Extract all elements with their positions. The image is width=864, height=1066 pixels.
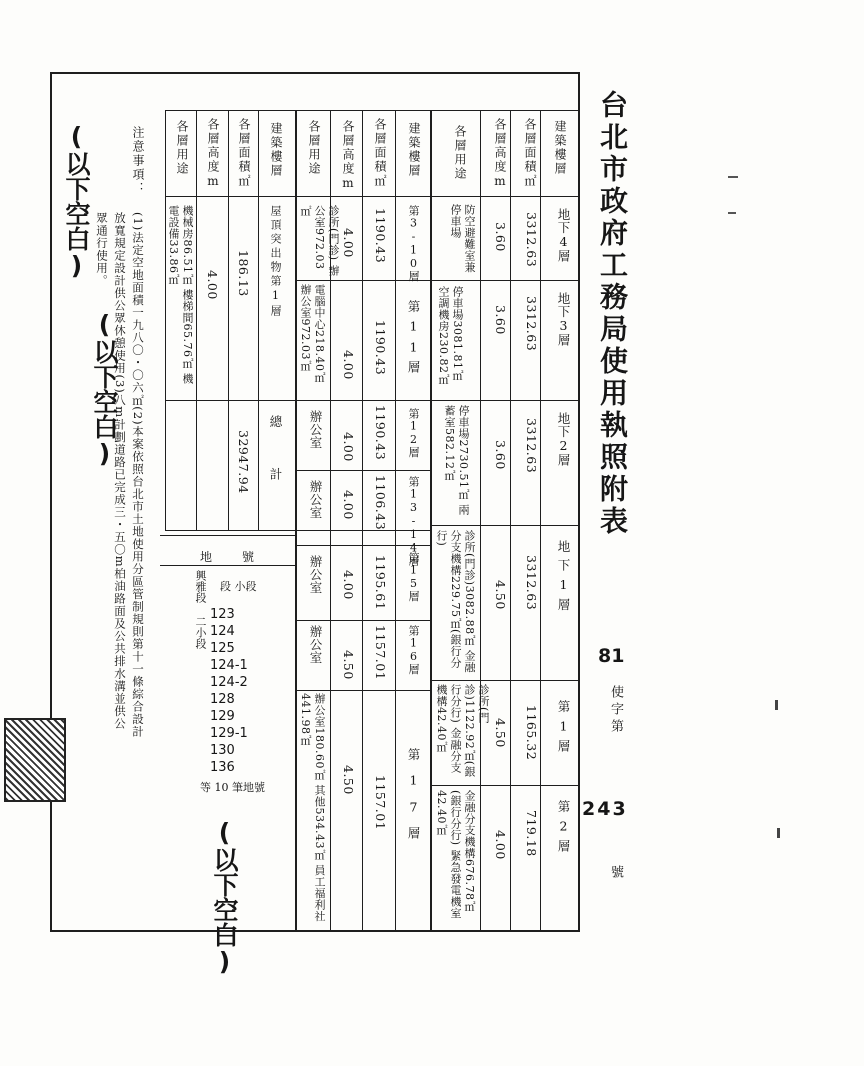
s1-height-5: 4.50 [493,718,508,748]
s2-use-2: 電腦中心218.40㎡ 辦公室972.03㎡ [299,284,326,383]
s2-use-6: 辦公室 [308,625,323,664]
label-area2: 各層面積㎡ [373,118,387,188]
divider [296,690,430,691]
label-use3: 各層用途 [175,120,189,176]
s1-use-5: 診所(門診)1122.92㎡(銀行分行) 金融分支機構42.40㎡ [435,684,490,778]
s1-floor-6: 第2層 [556,800,571,858]
land-number: 128 [210,692,235,707]
handwritten-blank-1: (以下空白) [62,122,91,280]
s1-floor-4: 地下1層 [556,540,571,617]
seal-stamp [4,718,66,802]
s2-height-4: 4.00 [341,490,356,520]
page-title: 台北市政府工務局使用執照附表 [596,90,629,538]
notes-text-3: 眾通行使用。 [95,212,109,287]
land-number: 123 [210,607,235,622]
s2-height-2: 4.00 [341,350,356,380]
s2-floor-2: 第11層 [406,300,421,379]
land-number: 124-1 [210,658,248,673]
s2-floor-6: 第16層 [407,625,420,675]
s2-use-7: 辦公室180.60㎡ 其他534.43㎡ 員工福利社441.98㎡ [299,693,326,922]
label-height3: 各層高度m [206,118,220,190]
s2-floor-7: 第17層 [406,748,421,851]
margin-dash [728,176,738,178]
s2-area-2: 1190.43 [373,320,388,376]
land-subheader: 段 小段 [220,580,257,593]
s2-height-7: 4.50 [341,765,356,795]
divider [160,565,296,566]
divider [160,535,296,536]
land-number: 130 [210,743,235,758]
handwritten-blank-3: (以下空白) [210,818,239,976]
label-item3: 建築樓層 [269,122,283,178]
divider [165,196,578,197]
s2-area-5: 1195.61 [373,555,388,611]
s1-use-1: 防空避難室兼停車場 [449,204,476,273]
label-area: 各層面積㎡ [523,118,537,188]
divider [165,530,430,531]
doc-number-suffix: 號 [608,865,623,878]
s1-use-6: 金融分支機構676.78㎡(銀行分行) 緊急發電機室42.40㎡ [435,790,476,919]
s1-use-2: 停車場3081.81㎡ 空調機房230.82㎡ [437,286,464,385]
doc-number-mid: 使字第 [608,685,623,736]
divider [430,110,578,111]
s2-floor-4: 第13-14層 [407,476,420,567]
land-number: 136 [210,760,235,775]
s1-area-1: 3312.63 [524,212,539,268]
notes-label: 注意事項： [131,126,145,196]
land-number-list [210,606,248,776]
s2-use-1: 診所(門診) 辦公室972.03㎡ [299,205,340,277]
land-number: 125 [210,641,235,656]
divider [228,110,229,530]
s1-height-3: 3.60 [493,440,508,470]
land-number: 124-2 [210,675,248,690]
s1-area-2: 3312.63 [524,296,539,352]
s1-height-6: 4.00 [493,830,508,860]
notes-text-2: 放寬規定設計供公眾休憩使用(3)八m計劃道路已完成三・五〇m柏油路面及公共排水溝並供公 [113,212,127,731]
label-height: 各層高度m [493,118,507,190]
margin-dash [775,700,778,710]
handwritten-blank-2: (以下空白) [90,310,119,468]
divider [540,110,541,930]
divider [430,680,578,681]
divider [362,110,363,930]
frame-right [578,72,580,932]
divider [510,110,511,930]
s1-floor-3: 地下2層 [556,412,571,467]
s1-area-6: 719.18 [524,810,539,857]
s3-floor-1: 屋頂突出物第1層 [269,205,282,319]
divider [165,110,430,111]
label-use2: 各層用途 [307,120,321,176]
s2-use-3: 辦公室 [308,410,323,449]
s2-floor-5: 第15層 [407,552,420,602]
s2-floor-3: 第12層 [407,408,420,458]
notes-text-1: (1)法定空地面積一九八〇・〇六㎡(2)本案依照台北市土地使用分區管制規則第十一條綜合設計 [131,212,145,739]
s1-floor-5: 第1層 [556,700,571,758]
s1-area-3: 3312.63 [524,418,539,474]
divider [430,400,578,401]
label-use: 各層用途 [453,125,467,181]
s2-area-4: 1106.43 [373,475,388,531]
doc-number-2: 243 [582,798,628,820]
frame-top [50,72,580,74]
s1-area-4: 3312.63 [524,555,539,611]
divider [165,400,430,401]
divider [295,110,297,930]
margin-dash [728,212,736,214]
s1-use-4: 診所(門診)3082.88㎡ 金融分支機構229.75㎡(銀行分行) [435,530,476,674]
s1-height-1: 3.60 [493,222,508,252]
s2-height-5: 4.00 [341,570,356,600]
s2-height-1: 4.00 [341,228,356,258]
s3-use-1: 機械房86.51㎡ 樓梯間65.76㎡ 機電設備33.86㎡ [167,205,194,385]
s1-use-3: 停車場2730.51㎡ 兩蓄室582.12㎡ [443,405,470,516]
land-header: 地號 [200,550,285,564]
frame-left [50,72,52,932]
land-number: 129-1 [210,726,248,741]
label-item2: 建築樓層 [407,122,421,178]
land-footer: 等 10 筆地號 [200,781,265,794]
divider [430,110,432,930]
s2-area-6: 1157.01 [373,625,388,681]
s1-floor-1: 地下4層 [556,208,571,263]
land-number: 129 [210,709,235,724]
s2-height-3: 4.00 [341,432,356,462]
s3-area-2: 32947.94 [236,430,251,494]
s2-use-5: 辦公室 [308,555,323,594]
s1-height-2: 3.60 [493,305,508,335]
divider [296,470,430,471]
divider [480,110,481,930]
divider [258,110,259,530]
s1-height-4: 4.50 [493,580,508,610]
divider [430,785,578,786]
land-number: 124 [210,624,235,639]
divider [395,110,396,930]
label-area3: 各層面積㎡ [237,118,251,188]
label-height2: 各層高度m [341,120,355,192]
s2-height-6: 4.50 [341,650,356,680]
s1-floor-2: 地下3層 [556,292,571,347]
land-district: 興雅段 二小段 [194,570,207,649]
divider [430,280,578,281]
divider [430,525,578,526]
s2-area-1: 1190.43 [373,208,388,264]
label-item: 建築樓層 [553,120,567,176]
divider [296,620,430,621]
doc-number-1: 81 [598,645,625,667]
s3-height-1: 4.00 [205,270,220,300]
s2-area-7: 1157.01 [373,775,388,831]
s3-area-1: 186.13 [236,250,251,297]
s2-use-4: 辦公室 [308,480,323,519]
s2-floor-1: 第3-10層 [407,205,420,282]
s1-area-5: 1165.32 [524,705,539,761]
divider [196,110,197,530]
margin-dash [777,828,780,838]
s2-area-3: 1190.43 [373,405,388,461]
s3-floor-2: 總計 [268,415,283,520]
